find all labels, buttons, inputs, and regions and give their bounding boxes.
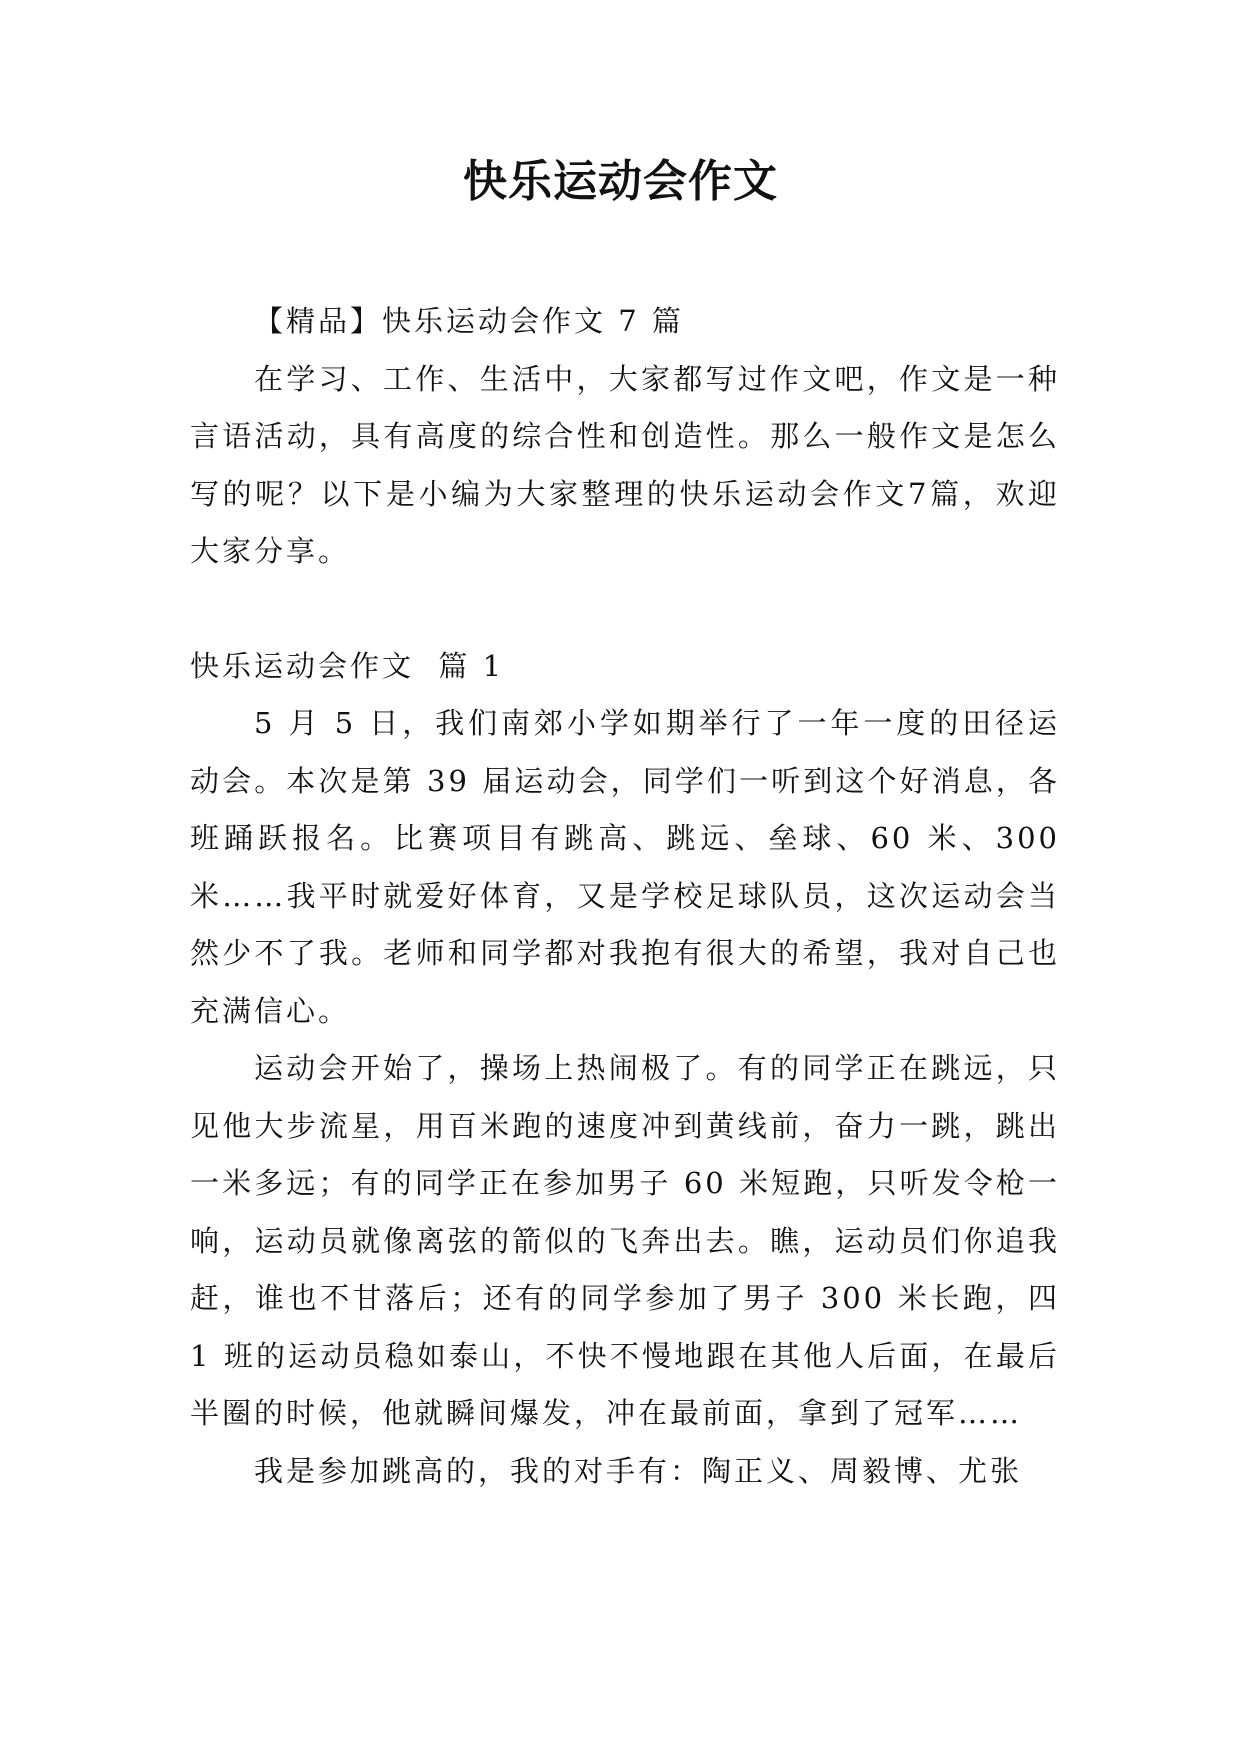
body-paragraph: 5 月 5 日，我们南郊小学如期举行了一年一度的田径运动会。本次是第 39 届运动会，同学们一听到这个好消息，各班踊跃报名。比赛项目有跳高、跳远、垒球、60 米、300米……我平时就爱好体育，又是学校足球队员，这次运动会当然少不了我。老师和同学都对我抱有很大的希望，我对自己也充满信心。 (190, 706, 1060, 1028)
section-heading: 快乐运动会作文 篇 1 (190, 648, 505, 683)
document-body (190, 293, 1073, 1500)
intro-paragraph: 在学习、工作、生活中，大家都写过作文吧，作文是一种言语活动，具有高度的综合性和创造性。那么一般作文是怎么写的呢？以下是小编为大家整理的快乐运动会作文7篇，欢迎大家分享。 (190, 361, 1060, 568)
body-paragraph: 我是参加跳高的，我的对手有：陶正义、周毅博、尤张 (254, 1453, 1023, 1488)
document-subtitle: 【精品】快乐运动会作文 7 篇 (254, 304, 684, 338)
body-paragraph: 运动会开始了，操场上热闹极了。有的同学正在跳远，只见他大步流星，用百米跑的速度冲到黄线前，奋力一跳，跳出一米多远；有的同学正在参加男子 60 米短跑，只听发令枪一响，运动员就像离弦的箭似的飞奔出去。瞧，运动员们你追我赶，谁也不甘落后；还有的同学参加了男子 300 米长跑，四 1 班的运动员稳如泰山，不快不慢地跟在其他人后面，在最后半圈的时候，他就瞬间爆发，冲在最前面，拿到了冠军…… (190, 1051, 1073, 1430)
document-title: 快乐运动会作文 (463, 156, 778, 207)
